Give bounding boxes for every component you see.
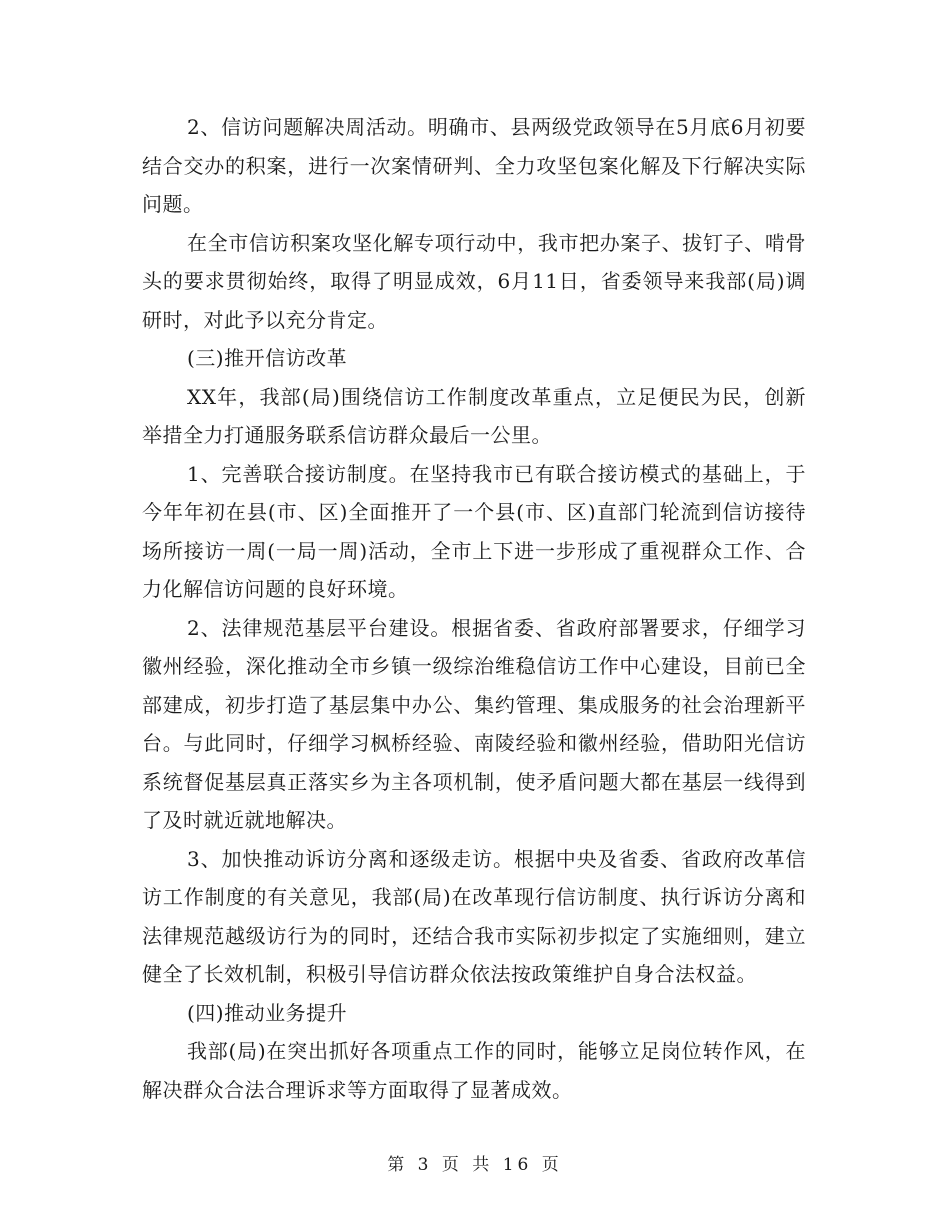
paragraph-item-1-joint-reception: 1、完善联合接访制度。在坚持我市已有联合接访模式的基础上，于今年年初在县(市、区)全面推开了一个县(市、区)直部门轮流到信访接待场所接访一周(一局一周)活动，全市上下进一步形成了重视群众工作、合力化解信访问题的良好环境。 <box>142 461 806 601</box>
paragraph-item-3-separation: 3、加快推动诉访分离和逐级走访。根据中央及省委、省政府改革信访工作制度的有关意见，我部(局)在改革现行信访制度、执行诉访分离和法律规范越级访行为的同时，还结合我市实际初步拟定了实施细则，建立健全了长效机制，积极引导信访群众依法按政策维护自身合法权益。 <box>142 846 806 986</box>
section-heading-reform: (三)推开信访改革 <box>187 346 348 370</box>
paragraph-special-action: 在全市信访积案攻坚化解专项行动中，我市把办案子、拔钉子、啃骨头的要求贯彻始终，取得了明显成效，6月11日，省委领导来我部(局)调研时，对此予以充分肯定。 <box>142 230 806 332</box>
document-body <box>142 108 806 1109</box>
paragraph-item-2-weekly-activity: 2、信访问题解决周活动。明确市、县两级党政领导在5月底6月初要结合交办的积案，进行一次案情研判、全力攻坚包案化解及下行解决实际问题。 <box>142 115 806 216</box>
paragraph-business-intro: 我部(局)在突出抓好各项重点工作的同时，能够立足岗位转作风，在解决群众合法合理诉求等方面取得了显著成效。 <box>142 1039 806 1102</box>
section-heading-business: (四)推动业务提升 <box>187 1000 348 1025</box>
page-number-footer: 第 3 页 共 16 页 <box>387 1155 563 1175</box>
paragraph-item-2-grassroots-platform: 2、法律规范基层平台建设。根据省委、省政府部署要求，仔细学习徽州经验，深化推动全市乡镇一级综治维稳信访工作中心建设，目前已全部建成，初步打造了基层集中办公、集约管理、集成服务的社会治理新平台。与此同时，仔细学习枫桥经验、南陵经验和徽州经验，借助阳光信访系统督促基层真正落实乡为主各项机制，使矛盾问题大都在基层一线得到了及时就近就地解决。 <box>142 615 806 832</box>
paragraph-reform-intro: XX年，我部(局)围绕信访工作制度改革重点，立足便民为民，创新举措全力打通服务联系信访群众最后一公里。 <box>142 384 806 447</box>
